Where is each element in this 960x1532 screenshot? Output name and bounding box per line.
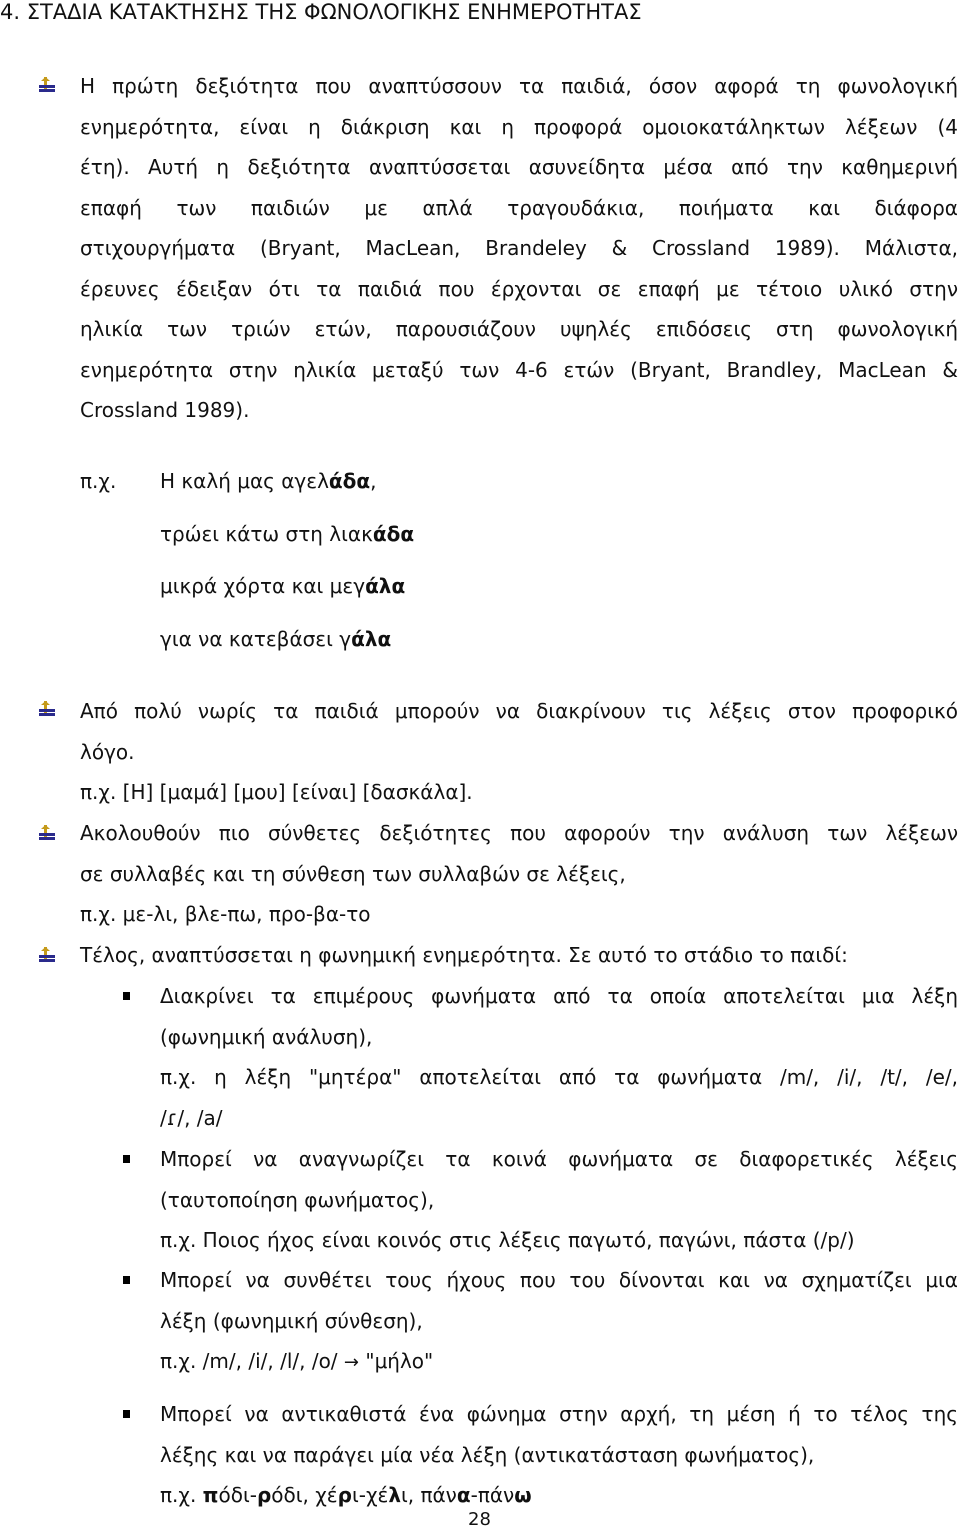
paragraph-4 bbox=[80, 935, 958, 976]
text-line: Μπορεί να αναγνωρίζει τα κοινά φωνήματα σε διαφορετικές λέξεις bbox=[160, 1147, 958, 1171]
text-line: Από πολύ νωρίς τα παιδιά μπορούν να διακρίνουν τις λέξεις στον προφορικό bbox=[80, 699, 958, 723]
text-line: Η πρώτη δεξιότητα που αναπτύσσουν τα παιδιά, όσον αφορά τη φωνολογική bbox=[80, 74, 958, 98]
example-segment: ρ bbox=[256, 1483, 272, 1507]
poem-line: μικρά χόρτα και μεγάλα bbox=[160, 574, 406, 598]
text-line: Μπορεί να συνθέτει τους ήχους που του δίνονται και να σχηματίζει μια bbox=[160, 1268, 958, 1292]
paragraph-2 bbox=[80, 691, 958, 813]
example-label: π.χ. bbox=[80, 469, 117, 493]
text-line: ενημερότητα στην ηλικία μεταξύ των 4-6 ετών (Bryant, Brandley, MacLean & bbox=[80, 357, 958, 382]
text-line: στιχουργήματα (Bryant, MacLean, Brandeley & Crossland 1989). Μάλιστα, bbox=[80, 236, 958, 260]
text-line: (φωνημική ανάλυση), bbox=[160, 1024, 373, 1049]
example-segment: ι, πάν bbox=[400, 1483, 457, 1507]
arrow-bullet-icon bbox=[38, 824, 56, 842]
example-segment: π bbox=[202, 1483, 219, 1507]
arrow-bullet-icon bbox=[38, 700, 56, 718]
text-line: σε συλλαβές και τη σύνθεση των συλλαβών σε λέξεις, bbox=[80, 861, 626, 886]
example-segment: λ bbox=[388, 1483, 401, 1507]
text-line: π.χ. Ποιος ήχος είναι κοινός στις λέξεις παγωτό, παγώνι, πάστα (/p/) bbox=[160, 1228, 855, 1252]
arrow-bullet-icon bbox=[38, 76, 56, 94]
text-line: ενημερότητα, είναι η διάκριση και η προφορά ομοιοκατάληκτων λέξεων (4 bbox=[80, 114, 958, 139]
text-line: /ɾ/, /a/ bbox=[160, 1105, 223, 1130]
arrow-bullet-icon bbox=[38, 946, 56, 964]
text-line: έτη). Αυτή η δεξιότητα αναπτύσσεται ασυνείδητα μέσα από την καθημερινή bbox=[80, 155, 958, 179]
poem-line: τρώει κάτω στη λιακάδα bbox=[160, 521, 415, 546]
poem-line: για να κατεβάσει γάλα bbox=[160, 626, 392, 651]
text-line: π.χ. με-λι, βλε-πω, προ-βα-το bbox=[80, 902, 371, 926]
example-line bbox=[160, 1475, 958, 1516]
page-number: 28 bbox=[468, 1509, 491, 1530]
text-line: λέξη (φωνημική σύνθεση), bbox=[160, 1308, 423, 1333]
square-bullet-icon bbox=[123, 1276, 130, 1284]
text-line: ηλικία των τριών ετών, παρουσιάζουν υψηλές επιδόσεις στη φωνολογική bbox=[80, 317, 958, 341]
sub-item-4 bbox=[160, 1394, 958, 1516]
poem-line: Η καλή μας αγελάδα, bbox=[160, 469, 377, 493]
text-line: (ταυτοποίηση φωνήματος), bbox=[160, 1187, 435, 1212]
square-bullet-icon bbox=[123, 992, 130, 1000]
example-segment: όδι- bbox=[218, 1483, 257, 1507]
text-line: επαφή των παιδιών με απλά τραγουδάκια, ποιήματα και διάφορα bbox=[80, 195, 958, 220]
sub-item-1 bbox=[160, 976, 958, 1138]
example-segment: π.χ. bbox=[160, 1483, 203, 1507]
section-heading: 4. ΣΤΑΔΙΑ ΚΑΤΑΚΤΗΣΗΣ ΤΗΣ ΦΩΝΟΛΟΓΙΚΗΣ ΕΝΗΜΕΡΟΤΗΤΑΣ bbox=[0, 0, 642, 24]
sub-item-3 bbox=[160, 1260, 958, 1382]
text-line: π.χ. η λέξη "μητέρα" αποτελείται από τα φωνήματα /m/, /i/, /t/, /e/, bbox=[160, 1065, 958, 1089]
arrow-right-icon: → bbox=[343, 1352, 360, 1373]
poem bbox=[160, 461, 414, 671]
paragraph-1 bbox=[80, 66, 958, 431]
sub-item-2 bbox=[160, 1139, 958, 1261]
example-segment: ρ bbox=[337, 1483, 352, 1507]
example-segment: ι-χέ bbox=[351, 1483, 389, 1507]
text-line: π.χ. /m/, /i/, /l/, /o/ → "μήλο" bbox=[160, 1349, 434, 1373]
square-bullet-icon bbox=[123, 1410, 130, 1418]
example-segment: α bbox=[456, 1483, 471, 1507]
example-segment: -πάν bbox=[470, 1483, 515, 1507]
text-line: Τέλος, αναπτύσσεται η φωνημική ενημερότητα. Σε αυτό το στάδιο το παιδί: bbox=[80, 943, 848, 967]
paragraph-3 bbox=[80, 813, 958, 935]
square-bullet-icon bbox=[123, 1155, 130, 1163]
text-line: λόγο. bbox=[80, 739, 135, 764]
example-segment: όδι, χέ bbox=[271, 1483, 338, 1507]
text-line: έρευνες έδειξαν ότι τα παιδιά που έρχονται σε επαφή με τέτοιο υλικό στην bbox=[80, 276, 958, 301]
text-line: Crossland 1989). bbox=[80, 398, 250, 422]
example-segment: ω bbox=[514, 1483, 532, 1507]
text-line: Ακολουθούν πιο σύνθετες δεξιότητες που αφορούν την ανάλυση των λέξεων bbox=[80, 821, 958, 845]
text-line: π.χ. [Η] [μαμά] [μου] [είναι] [δασκάλα]. bbox=[80, 780, 473, 804]
text-line: Διακρίνει τα επιμέρους φωνήματα από τα οποία αποτελείται μια λέξη bbox=[160, 984, 958, 1008]
text-line: Μπορεί να αντικαθιστά ένα φώνημα στην αρχή, τη μέση ή το τέλος της bbox=[160, 1402, 958, 1426]
text-line: λέξης και να παράγει μία νέα λέξη (αντικατάσταση φωνήματος), bbox=[160, 1442, 815, 1467]
